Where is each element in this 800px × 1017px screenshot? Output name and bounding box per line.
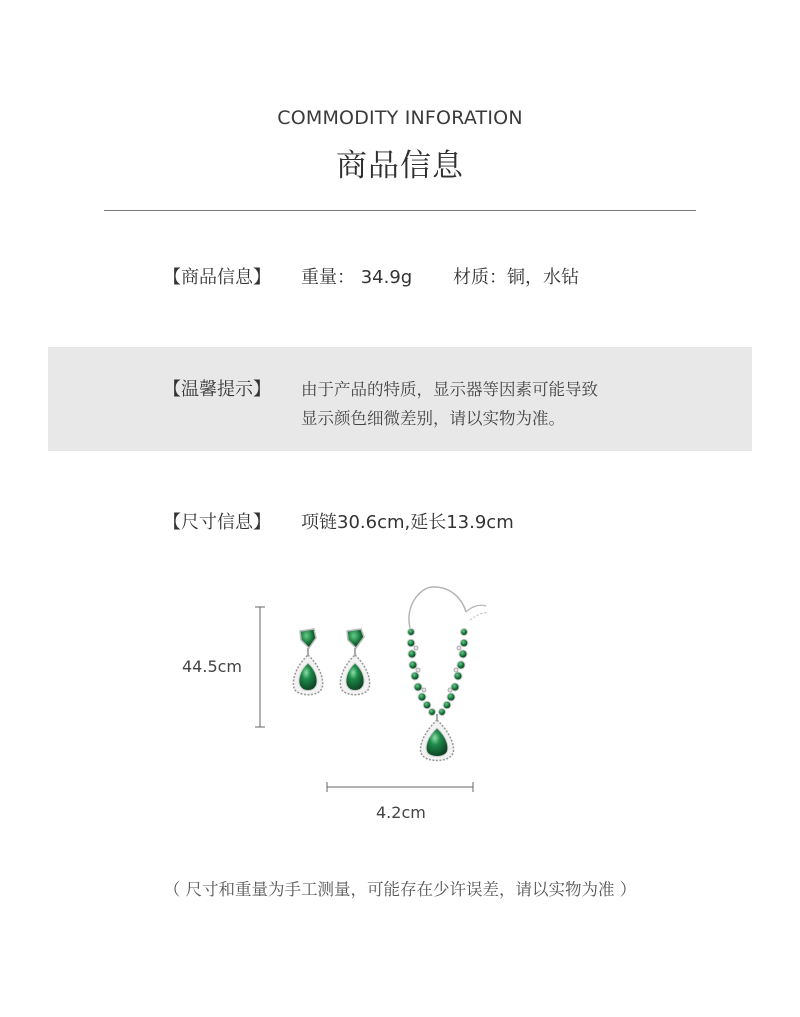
title-english: COMMODITY INFORATION — [277, 107, 523, 129]
product-material: 材质：铜，水钻 — [453, 267, 579, 288]
height-dimension-label: 44.5cm — [182, 657, 243, 676]
size-info-label: 【尺寸信息】 — [163, 512, 271, 533]
tips-line-2: 显示颜色细微差别，请以实物为准。 — [301, 409, 565, 428]
tips-label: 【温馨提示】 — [163, 379, 271, 400]
earring-right — [340, 629, 369, 695]
width-dimension-label: 4.2cm — [376, 803, 426, 822]
tips-line-1: 由于产品的特质，显示器等因素可能导致 — [301, 380, 598, 399]
size-info-text: 项链30.6cm,延长13.9cm — [301, 512, 514, 533]
necklace — [407, 587, 488, 761]
product-info-label: 【商品信息】 — [163, 267, 271, 288]
height-dimension-line — [255, 607, 265, 727]
width-dimension-line — [327, 782, 473, 792]
title-chinese: 商品信息 — [336, 148, 464, 184]
earring-left — [293, 629, 322, 695]
product-weight: 重量： 34.9g — [301, 267, 413, 288]
measurement-footnote: （ 尺寸和重量为手工测量，可能存在少许误差，请以实物为准 ） — [163, 880, 637, 899]
